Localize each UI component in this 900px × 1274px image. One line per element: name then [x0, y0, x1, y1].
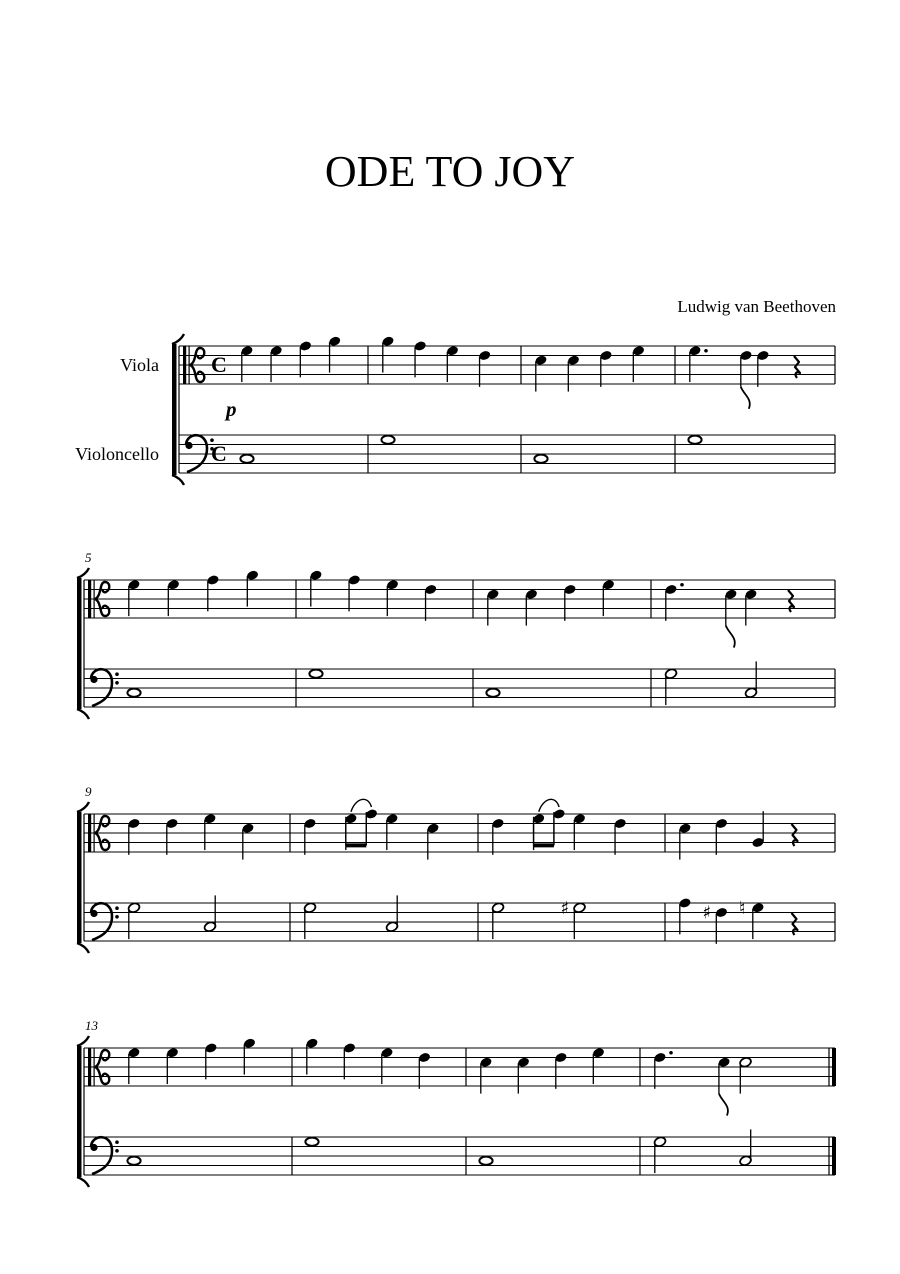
instrument-label-cello: Violoncello	[75, 444, 159, 464]
alto-clef-icon	[88, 1048, 91, 1086]
alto-clef-icon	[94, 580, 95, 618]
eighth-flag-icon	[719, 1094, 728, 1116]
alto-clef-icon	[190, 348, 204, 365]
measure-number: 13	[85, 1018, 98, 1033]
note-head	[534, 455, 547, 463]
system-bracket	[77, 812, 82, 943]
eighth-flag-icon	[741, 387, 750, 409]
measure-number: 5	[85, 550, 92, 565]
natural-icon: ♮	[739, 897, 746, 919]
augmentation-dot	[669, 1051, 673, 1055]
system-bracket	[77, 1046, 82, 1177]
slur	[539, 799, 559, 811]
alto-clef-icon	[94, 1048, 95, 1086]
system-bracket	[77, 1036, 89, 1046]
bass-clef-icon	[115, 672, 119, 676]
alto-clef-icon	[95, 816, 109, 833]
final-barline	[832, 1048, 836, 1086]
system-bracket	[172, 344, 177, 475]
alto-clef-icon	[190, 365, 204, 382]
augmentation-dot	[680, 583, 684, 587]
note-head	[240, 455, 253, 463]
alto-clef-icon	[88, 580, 91, 618]
note-head	[688, 436, 701, 444]
page-title: ODE TO JOY	[324, 147, 576, 196]
note-head	[309, 670, 322, 678]
system-bracket	[77, 943, 89, 953]
sharp-icon: ♯	[702, 902, 712, 924]
system-bracket	[77, 709, 89, 719]
composer-credit: Ludwig van Beethoven	[677, 297, 836, 316]
sharp-icon: ♯	[560, 897, 570, 919]
alto-clef-icon	[95, 599, 109, 616]
bass-clef-icon	[115, 1140, 119, 1144]
bass-clef-icon	[115, 906, 119, 910]
alto-clef-icon	[94, 814, 95, 852]
bass-clef-icon	[115, 681, 119, 685]
system-bracket	[77, 568, 89, 578]
note-head	[305, 1138, 318, 1146]
augmentation-dot	[704, 349, 708, 353]
system-bracket	[172, 334, 184, 344]
eighth-flag-icon	[726, 626, 735, 648]
note-head	[486, 689, 499, 697]
common-time-icon: C	[211, 352, 227, 377]
note-head	[127, 689, 140, 697]
alto-clef-icon	[189, 346, 190, 384]
slur	[351, 799, 372, 811]
bass-clef-icon	[115, 915, 119, 919]
alto-clef-icon	[95, 1067, 109, 1084]
system-bracket	[77, 1177, 89, 1187]
instrument-label-viola: Viola	[120, 355, 159, 375]
alto-clef-icon	[95, 833, 109, 850]
alto-clef-icon	[183, 346, 186, 384]
system-bracket	[77, 578, 82, 709]
note-head	[127, 1157, 140, 1165]
note-head	[479, 1157, 492, 1165]
common-time-icon: C	[211, 441, 227, 466]
alto-clef-icon	[88, 814, 91, 852]
note-head	[381, 436, 394, 444]
alto-clef-icon	[95, 1050, 109, 1067]
bass-clef-icon	[115, 1149, 119, 1153]
measure-number: 9	[85, 784, 92, 799]
final-barline	[832, 1137, 836, 1175]
system-bracket	[77, 802, 89, 812]
dynamic-marking: p	[226, 397, 237, 421]
system-bracket	[172, 475, 184, 485]
alto-clef-icon	[95, 582, 109, 599]
